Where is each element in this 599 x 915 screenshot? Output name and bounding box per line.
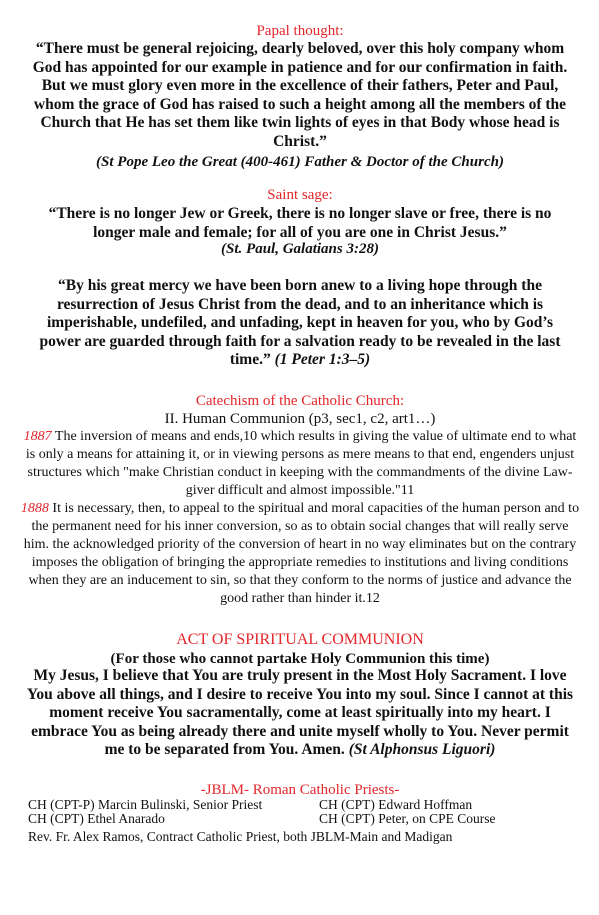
contract-priest-entry: Rev. Fr. Alex Ramos, Contract Catholic Priest, both JBLM-Main and Madigan	[28, 829, 453, 844]
prayer-text: My Jesus, I believe that You are truly present in the Most Holy Sacrament. I love You above all things, and I desire to receive You into my soul. Since I cannot at this moment receive You sacramentally, come at least spiritually into my heart. I embrace You as being already there and unite myself wholly to You. Never permit me to be separated from You. Amen.	[26, 667, 574, 758]
saint-sage-heading: Saint sage:	[267, 187, 333, 203]
priest-entry: CH (CPT) Peter, on CPE Course	[319, 811, 496, 826]
peter-quote-block	[28, 277, 572, 370]
catechism-body	[20, 428, 580, 608]
priest-entry: CH (CPT) Edward Hoffman	[319, 797, 473, 812]
papal-citation: (St Pope Leo the Great (400-461) Father & Doctor of the Church)	[96, 154, 504, 170]
papal-thought-heading: Papal thought:	[256, 23, 344, 39]
paragraph-text: It is necessary, then, to appeal to the spiritual and moral capacities of the human person and to the permanent need for his inner conversion, so as to obtain social changes that will really serve him. the acknowledged priority of the conversion of heart in no way eliminates but on the contrary imposes the obligation of bringing the appropriate remedies to institutions and living conditions when they are an inducement to sin, so that they conform to the norms of justice and advance the good rather than hinder it.12	[23, 501, 580, 606]
priests-heading: -JBLM- Roman Catholic Priests-	[200, 782, 400, 798]
papal-quote: “There must be general rejoicing, dearly beloved, over this holy company whom God has appointed for our example in patience and for our confirmation in faith. But we must glory even more in the excellence of their fathers, Peter and Paul, whom the grace of God has raised to such a height among all the members of the Church that He has set them like twin lights of eyes in that Body whose head is Christ.”	[32, 40, 568, 150]
catechism-paragraph	[20, 500, 580, 608]
saint-quote: “There is no longer Jew or Greek, there is no longer slave or free, there is no longer male and female; for all of you are one in Christ Jesus.”	[48, 205, 552, 241]
act-of-communion-subheading: (For those who cannot partake Holy Communion this time)	[110, 651, 490, 667]
catechism-heading: Catechism of the Catholic Church:	[195, 393, 405, 409]
catechism-paragraph	[20, 428, 580, 500]
paragraph-number: 1888	[20, 501, 49, 516]
act-of-communion-heading: ACT OF SPIRITUAL COMMUNION	[176, 631, 424, 648]
paragraph-text: The inversion of means and ends,10 which results in giving the value of ultimate end to what is only a means for attaining it, or in viewing persons as mere means to that end, engenders unjust structures which "make Christian conduct in keeping with the commandments of the divine Law-giver difficult and almost impossible."11	[25, 429, 577, 498]
prayer-citation: (St Alphonsus Liguori)	[348, 741, 496, 758]
act-of-communion-prayer	[24, 667, 576, 760]
peter-citation: (1 Peter 1:3–5)	[274, 351, 371, 368]
saint-citation: (St. Paul, Galatians 3:28)	[221, 241, 379, 257]
catechism-subheading: II. Human Communion (p3, sec1, c2, art1…)	[164, 411, 436, 427]
priest-entry: CH (CPT) Ethel Anarado	[28, 811, 165, 826]
priest-entry: CH (CPT-P) Marcin Bulinski, Senior Priest	[28, 797, 263, 812]
paragraph-number: 1887	[23, 429, 52, 444]
peter-quote: “By his great mercy we have been born anew to a living hope through the resurrection of Jesus Christ from the dead, and to an inheritance which is imperishable, undefiled, and unfading, kept in heaven for you, who by God’s power are guarded through faith for a salvation ready to be revealed in the last time.”	[39, 277, 561, 368]
